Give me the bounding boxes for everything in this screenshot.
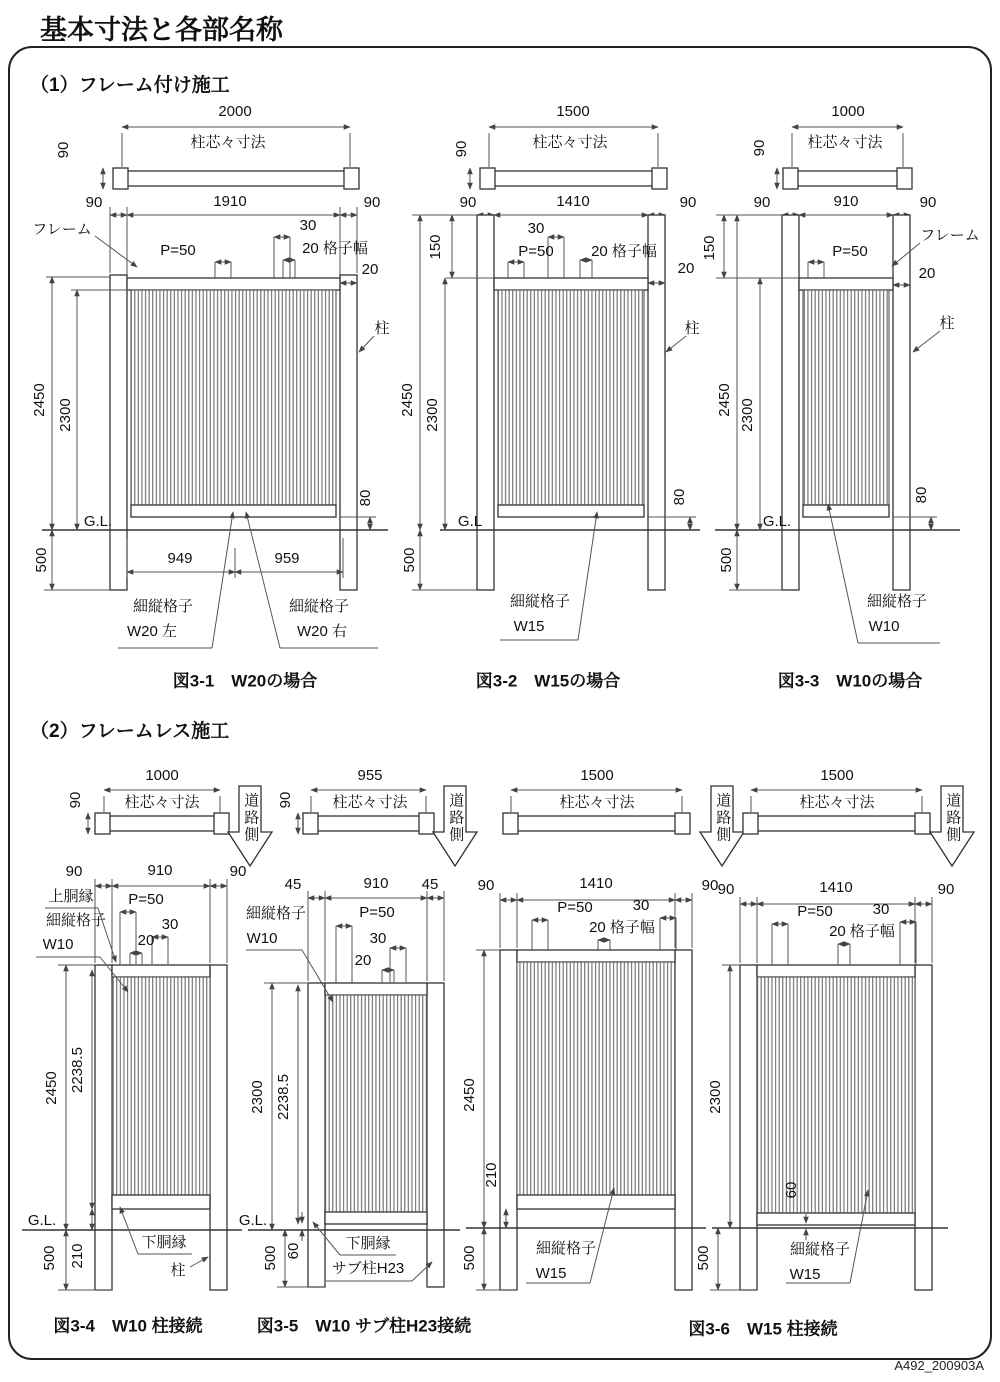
f33-p50-dim: P=50 [832,242,868,260]
f33-2450-dim: 2450 [715,383,733,417]
f34-road-side-label: 道路側 [242,792,260,844]
f35-2238-dim: 2238.5 [274,1074,292,1120]
f34-plan-90-dim: 90 [66,791,84,809]
f33-plan-width-dim: 1000 [831,102,865,120]
f36b-60-dim: 60 [782,1181,800,1199]
f32-top-90-left-dim: 90 [459,193,477,211]
f36b-plan-span-label: 柱芯々寸法 [799,793,875,811]
f31-2300-dim: 2300 [56,398,74,432]
f31-plan-span-label: 柱芯々寸法 [190,133,266,151]
f36b-lattice-label: 細縦格子 [789,1240,851,1258]
f31-plan-width-dim: 2000 [218,102,252,120]
f35-caption: 図3-5 W10 サブ柱H23接続 [256,1316,472,1336]
f32-80-dim: 80 [670,488,688,506]
f35-plan-90-dim: 90 [276,791,294,809]
f35-lower-rail-label: 下胴縁 [345,1234,391,1252]
f32-gl-label: G.L [457,512,483,530]
f36a-top-1410-dim: 1410 [579,874,613,892]
f33-lattice-label: 細縦格子 [866,592,928,610]
f31-top-1910-dim: 1910 [213,192,247,210]
f35-sub-post-label: サブ柱H23 [331,1259,405,1277]
f35-top-45-left-dim: 45 [284,875,302,893]
f33-plan-90-dim: 90 [750,139,768,157]
f31-w20-left-label: W20 左 [126,622,178,640]
f31-30-dim: 30 [299,216,317,234]
f32-500-dim: 500 [400,547,418,573]
f33-w10-label: W10 [868,617,900,635]
f34-top-910-dim: 910 [147,861,173,879]
f36a-210-dim: 210 [482,1162,500,1188]
f33-top-90-left-dim: 90 [753,193,771,211]
f33-plan-span-label: 柱芯々寸法 [807,133,883,151]
f34-upper-rail-label: 上胴縁 [48,887,94,905]
section-2-heading: （2）フレームレス施工 [30,721,230,742]
f34-20-dim: 20 [137,931,155,949]
f33-pillar-label: 柱 [939,314,955,332]
f34-w10-label: W10 [42,935,74,953]
f36b-road-side-label: 道路側 [944,792,962,844]
f31-frame-label: フレーム [32,220,92,238]
f31-959-dim: 959 [274,549,300,567]
f31-grid-width-dim: 20 格子幅 [302,239,368,257]
f35-lattice-label: 細縦格子 [245,904,307,922]
f33-20-dim: 20 [918,264,936,282]
f32-pillar-label: 柱 [684,319,700,337]
f36b-2300-dim: 2300 [706,1080,724,1114]
f36b-w15-label: W15 [789,1265,821,1283]
f35-p50-dim: P=50 [359,903,395,921]
f36b-30-dim: 30 [872,900,890,918]
f32-caption: 図3-2 W15の場合 [475,671,621,691]
f31-pillar-label: 柱 [374,319,390,337]
f36b-top-1410-dim: 1410 [819,878,853,896]
f33-top-910-dim: 910 [833,192,859,210]
f32-w15-label: W15 [513,617,545,635]
f32-2300-dim: 2300 [423,398,441,432]
f36a-plan-width-dim: 1500 [580,766,614,784]
f35-road-side-label: 道路側 [447,792,465,844]
f35-30-dim: 30 [369,929,387,947]
f31-plan-90-dim: 90 [54,141,72,159]
f34-gl-label: G.L. [27,1211,57,1229]
f36a-top-90-left-dim: 90 [477,876,495,894]
f34-lower-rail-label: 下胴縁 [141,1233,187,1251]
f33-500-dim: 500 [717,547,735,573]
fig-3-6b-linework [706,786,974,1290]
f33-frame-label: フレーム [920,226,980,244]
f35-20-dim: 20 [354,951,372,969]
f36b-500-dim: 500 [694,1245,712,1271]
f32-plan-width-dim: 1500 [556,102,590,120]
f35-plan-width-dim: 955 [357,766,383,784]
f31-lattice-right-label: 細縦格子 [288,597,350,615]
f36b-p50-dim: P=50 [797,902,833,920]
f34-500-dim: 500 [40,1245,58,1271]
f32-30-dim: 30 [527,219,545,237]
f35-60-dim: 60 [284,1242,302,1260]
f31-949-dim: 949 [167,549,193,567]
f32-plan-90-dim: 90 [452,140,470,158]
f36a-2450-dim: 2450 [460,1078,478,1112]
f36a-grid-width-dim: 20 格子幅 [589,918,655,936]
f33-gl-label: G.L. [762,512,792,530]
f32-2450-dim: 2450 [398,383,416,417]
document-code: A492_200903A [894,1358,984,1373]
fig-3-5-linework [246,786,477,1287]
f36b-plan-width-dim: 1500 [820,766,854,784]
f31-w20-right-label: W20 右 [296,622,348,640]
f32-150-dim: 150 [426,234,444,260]
f36a-w15-label: W15 [535,1264,567,1282]
f33-caption: 図3-3 W10の場合 [777,671,923,691]
f32-lattice-label: 細縦格子 [509,592,571,610]
f36a-lattice-label: 細縦格子 [535,1239,597,1257]
f34-30-dim: 30 [161,915,179,933]
f36a-500-dim: 500 [460,1245,478,1271]
f33-80-dim: 80 [912,486,930,504]
f34-caption: 図3-4 W10 柱接続 [53,1316,203,1336]
f36a-road-side-label: 道路側 [714,792,732,844]
f34-pillar-label: 柱 [170,1261,186,1279]
f31-top-90-left-dim: 90 [85,193,103,211]
f33-top-90-right-dim: 90 [919,193,937,211]
f36b-top-90-right-dim: 90 [937,880,955,898]
f35-2300-dim: 2300 [248,1080,266,1114]
f36a-plan-span-label: 柱芯々寸法 [559,793,635,811]
f31-gl-label: G.L. [83,512,113,530]
fig-3-6a-linework [466,786,744,1290]
f34-210-dim: 210 [68,1243,86,1269]
f34-p50-dim: P=50 [128,890,164,908]
f34-plan-span-label: 柱芯々寸法 [124,793,200,811]
f34-plan-width-dim: 1000 [145,766,179,784]
f31-lattice-left-label: 細縦格子 [132,597,194,615]
f31-500-dim: 500 [32,547,50,573]
section-1-heading: （1）フレーム付け施工 [30,75,230,96]
f34-2238-dim: 2238.5 [68,1047,86,1093]
f32-20-dim: 20 [677,259,695,277]
f35-500-dim: 500 [261,1245,279,1271]
f36b-grid-width-dim: 20 格子幅 [829,922,895,940]
f32-top-90-right-dim: 90 [679,193,697,211]
f31-80-dim: 80 [356,489,374,507]
f31-p50-dim: P=50 [160,241,196,259]
f33-150-dim: 150 [700,235,718,261]
f34-lattice-label: 細縦格子 [45,911,107,929]
f36a-top-90-right-dim: 90 [701,876,719,894]
f31-caption: 図3-1 W20の場合 [172,671,318,691]
page-title: 基本寸法と各部名称 [40,15,283,45]
f35-plan-span-label: 柱芯々寸法 [332,793,408,811]
f31-20-dim: 20 [361,260,379,278]
f35-top-910-dim: 910 [363,874,389,892]
f31-top-90-right-dim: 90 [363,193,381,211]
f36b-top-90-left-dim: 90 [717,880,735,898]
f33-2300-dim: 2300 [738,398,756,432]
f32-p50-dim: P=50 [518,242,554,260]
f32-grid-width-dim: 20 格子幅 [591,242,657,260]
f35-w10-label: W10 [246,929,278,947]
f36a-p50-dim: P=50 [557,898,593,916]
f36-caption: 図3-6 W15 柱接続 [688,1319,838,1339]
f35-top-45-right-dim: 45 [421,875,439,893]
f32-top-1410-dim: 1410 [556,192,590,210]
f36a-30-dim: 30 [632,896,650,914]
f31-2450-dim: 2450 [30,383,48,417]
f35-gl-label: G.L. [238,1211,268,1229]
f32-plan-span-label: 柱芯々寸法 [532,133,608,151]
f34-2450-dim: 2450 [42,1071,60,1105]
f34-top-90-right-dim: 90 [229,862,247,880]
f34-top-90-left-dim: 90 [65,862,83,880]
